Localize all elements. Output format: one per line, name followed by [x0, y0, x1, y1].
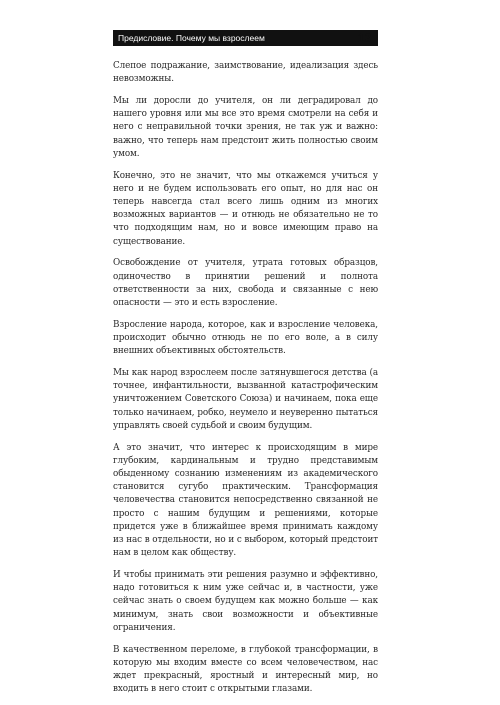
paragraph: Освобождение от учителя, утрата готовых образцов, одиночество в принятии решений и полнота ответственности за них, свобода и связанные с нею опасности — это и есть взросление.	[113, 258, 378, 309]
paragraph: Взросление народа, которое, как и взросление человека, происходит обычно отнюдь не по его воле, а в силу внешних объективных обстоятельств.	[113, 319, 378, 357]
paragraph: И чтобы принимать эти решения разумно и эффективно, надо готовиться к ним уже сейчас и, в частности, уже сейчас знать о своем будущем как можно больше — как минимум, знать свои возможности и объективные ограничения.	[113, 570, 378, 633]
paragraph: Мы ли доросли до учителя, он ли деградировал до нашего уровня или мы все это время смотрели на себя и него с неправильной точки зрения, не так уж и важно: важно, что теперь нам предстоит жить полностью своим умом.	[113, 96, 378, 159]
paragraph: Конечно, это не значит, что мы откажемся учиться у него и не будем использовать его опыт, но для нас он теперь навсегда стал всего лишь одним из многих возможных вариантов — и отнюдь не обязательно не то что подходящим нам, но и вовсе имеющим право на существование.	[113, 170, 378, 247]
paragraph: В качественном переломе, в глубокой трансформации, в которую мы входим вместе со всем человечеством, нас ждет прекрасный, яростный и интересный мир, но входить в него стоит с открытыми глазами.	[113, 644, 378, 695]
body-text	[113, 60, 378, 705]
paragraph: А это значит, что интерес к происходящим в мире глубоким, кардинальным и трудно представимым обыденному сознанию изменениям из академического становится сугубо практическим. Трансформация человечества становится непосредственно связанной не просто с нашим будущим и решениями, которые придется уже в ближайшее время принимать каждому из нас в отдельности, но и с выбором, который предстоит нам в целом как обществу.	[113, 442, 378, 559]
page-number: 13	[358, 31, 372, 45]
running-header-title: Предисловие. Почему мы взрослеем	[118, 33, 265, 43]
paragraph: Мы как народ взрослеем после затянувшегося детства (а точнее, инфантильности, вызванной катастрофическим уничтожением Советского Союза) и начинаем, пока еще только начинаем, робко, неумело и неуверенно пытаться управлять своей судьбой и своим будущим.	[113, 368, 378, 431]
running-header	[113, 30, 378, 46]
paragraph: Слепое подражание, заимствование, идеализация здесь невозможны.	[113, 61, 378, 85]
